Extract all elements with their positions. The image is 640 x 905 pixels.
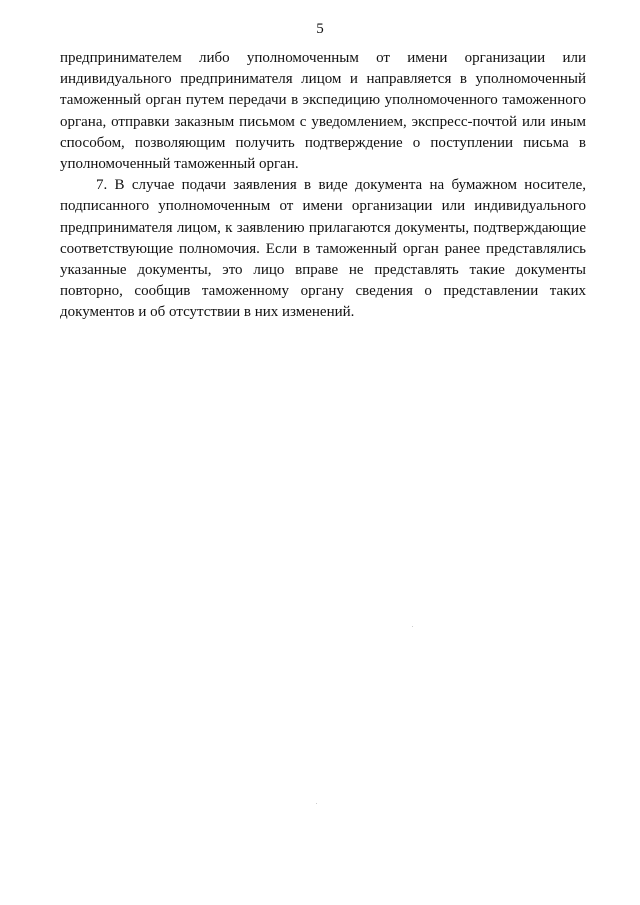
document-body — [60, 48, 586, 324]
scan-speck — [316, 803, 317, 804]
paragraph-item-7: 7. В случае подачи заявления в виде документа на бумажном носителе, подписанного уполномоченным от имени организации или индивидуального предпринимателя лицом, к заявлению прилагаются документы, подтверждающие соответствующие полномочия. Если в таможенный орган ранее представлялись указанные документы, это лицо вправе не представлять такие документы повторно, сообщив таможенному органу сведения о представлении таких документов и об отсутствии в них изменений. — [60, 177, 586, 321]
paragraph-continuation: предпринимателем либо уполномоченным от имени организации или индивидуального предпринимателя лицом и направляется в уполномоченный таможенный орган путем передачи в экспедицию уполномоченного таможенного органа, отправки заказным письмом с уведомлением, экспресс-почтой или иным способом, позволяющим получить подтверждение о поступлении письма в уполномоченный таможенный орган. — [60, 50, 586, 173]
scan-speck — [412, 626, 413, 627]
page-number: 5 — [316, 21, 324, 37]
